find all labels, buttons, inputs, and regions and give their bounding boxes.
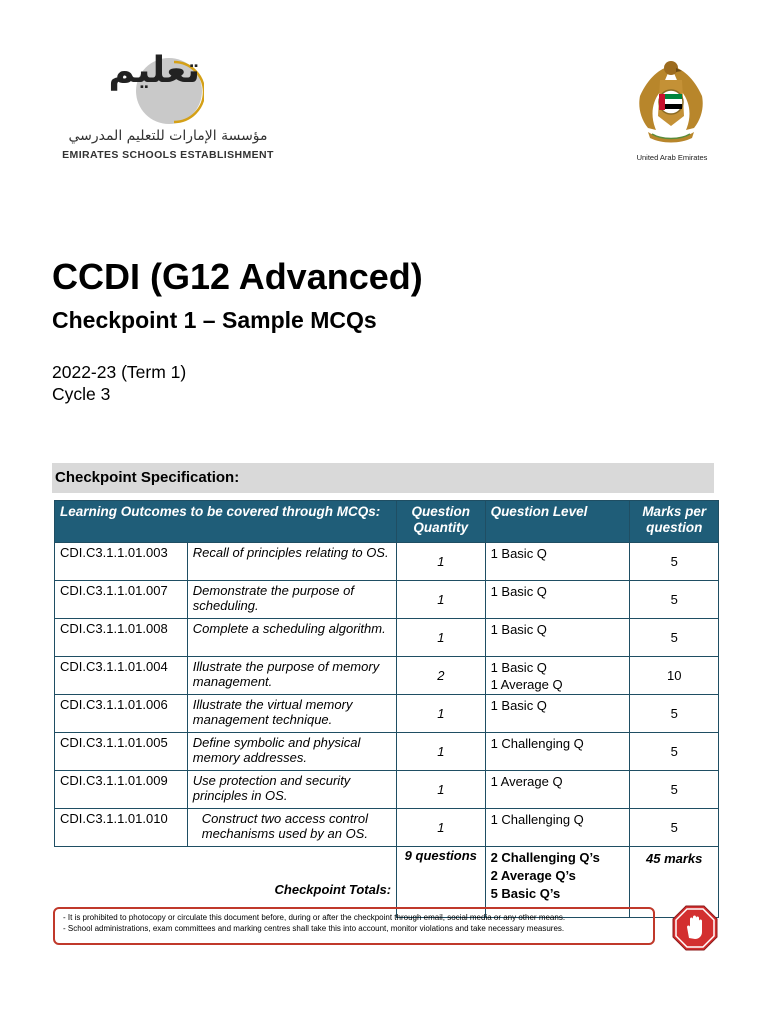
stop-hand-icon — [672, 905, 718, 951]
outcome-description: Recall of principles relating to OS. — [187, 543, 396, 581]
outcome-code: CDI.C3.1.1.01.003 — [55, 543, 188, 581]
question-quantity: 1 — [397, 695, 486, 733]
question-level: 1 Basic Q — [485, 543, 630, 581]
marks-per-question: 5 — [630, 809, 719, 847]
question-level: 1 Basic Q — [485, 619, 630, 657]
header-level: Question Level — [485, 501, 630, 543]
question-level: 1 Basic Q — [485, 581, 630, 619]
spec-label: Checkpoint Specification: — [55, 469, 240, 486]
header-marks: Marks per question — [630, 501, 719, 543]
ese-logo-glyph: تعليم — [108, 50, 200, 91]
table-row — [55, 657, 719, 695]
question-level: 1 Challenging Q — [485, 733, 630, 771]
outcome-description: Use protection and security principles in OS. — [187, 771, 396, 809]
table-row — [55, 733, 719, 771]
question-quantity: 1 — [397, 733, 486, 771]
marks-per-question: 5 — [630, 771, 719, 809]
marks-per-question: 5 — [630, 695, 719, 733]
ese-english-name: EMIRATES SCHOOLS ESTABLISHMENT — [62, 149, 274, 161]
header-outcomes: Learning Outcomes to be covered through MCQs: — [55, 501, 397, 543]
outcome-code: CDI.C3.1.1.01.010 — [55, 809, 188, 847]
question-quantity: 1 — [397, 581, 486, 619]
term-text: 2022-23 (Term 1) — [52, 362, 187, 382]
question-quantity: 1 — [397, 771, 486, 809]
outcome-description: Illustrate the virtual memory management technique. — [187, 695, 396, 733]
totals-label: Checkpoint Totals: — [55, 847, 397, 918]
marks-per-question: 5 — [630, 581, 719, 619]
marks-per-question: 5 — [630, 543, 719, 581]
outcome-code: CDI.C3.1.1.01.006 — [55, 695, 188, 733]
uae-caption: United Arab Emirates — [636, 153, 708, 162]
falcon-emblem-icon — [630, 56, 712, 144]
cycle-text: Cycle 3 — [52, 384, 111, 404]
outcome-code: CDI.C3.1.1.01.004 — [55, 657, 188, 695]
outcome-description: Construct two access control mechanisms used by an OS. — [187, 809, 396, 847]
marks-per-question: 5 — [630, 733, 719, 771]
table-row — [55, 809, 719, 847]
warning-line: - School administrations, exam committees and marking centres shall take this into account, monitor violations and take necessary measures. — [63, 924, 565, 933]
table-row — [55, 771, 719, 809]
marks-per-question: 10 — [630, 657, 719, 695]
outcome-code: CDI.C3.1.1.01.008 — [55, 619, 188, 657]
outcome-code: CDI.C3.1.1.01.005 — [55, 733, 188, 771]
outcome-code: CDI.C3.1.1.01.009 — [55, 771, 188, 809]
question-level: 1 Basic Q 1 Average Q — [485, 657, 630, 695]
table-row — [55, 581, 719, 619]
warning-box — [53, 907, 655, 945]
table-row — [55, 695, 719, 733]
totals-quantity: 9 questions — [397, 847, 486, 918]
table-row — [55, 543, 719, 581]
question-level: 1 Average Q — [485, 771, 630, 809]
question-quantity: 1 — [397, 809, 486, 847]
totals-level: 2 Challenging Q’s 2 Average Q’s 5 Basic Q’s — [485, 847, 630, 918]
question-level: 1 Basic Q — [485, 695, 630, 733]
page-subtitle: Checkpoint 1 – Sample MCQs — [52, 307, 377, 333]
question-quantity: 2 — [397, 657, 486, 695]
outcome-description: Define symbolic and physical memory addresses. — [187, 733, 396, 771]
question-quantity: 1 — [397, 619, 486, 657]
question-quantity: 1 — [397, 543, 486, 581]
page-title: CCDI (G12 Advanced) — [52, 256, 423, 297]
warning-line: - It is prohibited to photocopy or circulate this document before, during or after the checkpoint through email, social media or any other means. — [63, 913, 566, 922]
table-row — [55, 619, 719, 657]
spec-table — [54, 500, 719, 918]
totals-marks: 45 marks — [630, 847, 719, 918]
ese-arabic-name: مؤسسة الإمارات للتعليم المدرسي — [68, 128, 268, 144]
outcome-description: Complete a scheduling algorithm. — [187, 619, 396, 657]
marks-per-question: 5 — [630, 619, 719, 657]
outcome-description: Illustrate the purpose of memory management. — [187, 657, 396, 695]
outcome-description: Demonstrate the purpose of scheduling. — [187, 581, 396, 619]
header-quantity: Question Quantity — [397, 501, 486, 543]
question-level: 1 Challenging Q — [485, 809, 630, 847]
outcome-code: CDI.C3.1.1.01.007 — [55, 581, 188, 619]
